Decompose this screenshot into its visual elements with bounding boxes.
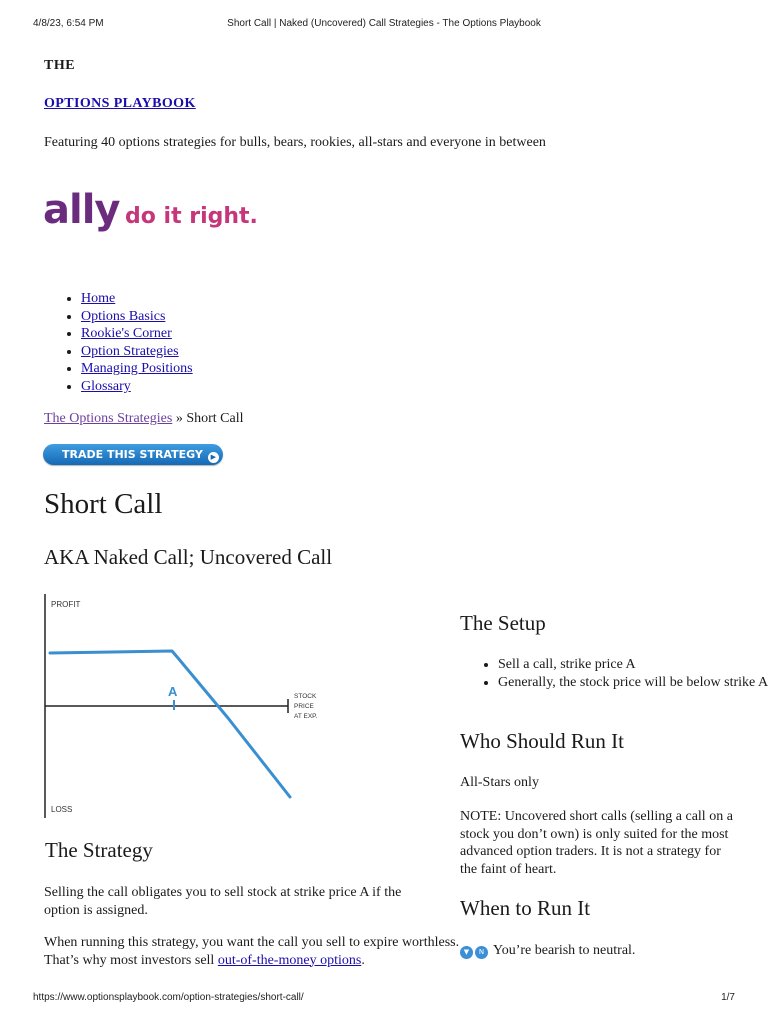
play-icon: ▶: [208, 452, 219, 463]
breadcrumb-link[interactable]: The Options Strategies: [44, 411, 173, 426]
print-title: Short Call | Naked (Uncovered) Call Strategies - The Options Playbook: [227, 18, 541, 29]
nav-link-rookies-corner[interactable]: Rookie's Corner: [81, 326, 172, 342]
loss-label: LOSS: [51, 805, 73, 814]
nav-item-home: [81, 290, 193, 308]
payoff-line: [50, 651, 290, 797]
when-text-row: [460, 942, 740, 960]
nav-link-glossary[interactable]: Glossary: [81, 378, 131, 394]
when-text: You’re bearish to neutral.: [492, 943, 636, 958]
bearish-icon: ▼: [460, 946, 473, 959]
setup-list: [460, 656, 768, 691]
who-note: NOTE: Uncovered short calls (selling a call on a stock you don’t own) is only suited for the most advanced option traders. It is not a strategy for the faint of heart.: [460, 809, 733, 877]
nav-item-option-strategies: [81, 343, 193, 361]
page-aka: AKA Naked Call; Uncovered Call: [44, 545, 333, 569]
axis-label-stock: STOCK: [294, 693, 317, 700]
strategy-p2-text: When running this strategy, you want the call you sell to expire worthless. That’s why most investors sell: [44, 935, 460, 968]
main-nav: [44, 290, 193, 396]
nav-item-glossary: [81, 378, 193, 396]
site-the: THE: [44, 58, 76, 73]
profit-label: PROFIT: [51, 600, 81, 609]
nav-link-home[interactable]: Home: [81, 291, 116, 306]
ally-brand: ally: [43, 187, 120, 233]
breadcrumb-separator: »: [175, 411, 183, 426]
trade-strategy-button[interactable]: [43, 444, 223, 465]
neutral-icon: N: [475, 946, 488, 959]
print-url: https://www.optionsplaybook.com/option-strategies/short-call/: [33, 992, 304, 1003]
ally-slogan: do it right.: [125, 204, 258, 229]
strategy-p2-end: .: [361, 952, 365, 968]
payoff-diagram: [38, 590, 338, 822]
setup-heading: The Setup: [460, 611, 546, 635]
page-title: Short Call: [44, 488, 163, 520]
site-name-link[interactable]: OPTIONS PLAYBOOK: [44, 96, 196, 111]
nav-link-managing-positions[interactable]: Managing Positions: [81, 361, 193, 377]
setup-item: • Sell a call, strike price A: [498, 656, 768, 674]
axis-label-at-exp: AT EXP.: [294, 713, 318, 720]
who-heading: Who Should Run It: [460, 729, 624, 753]
nav-item-managing-positions: [81, 360, 193, 378]
when-heading: When to Run It: [460, 896, 591, 920]
strategy-heading: The Strategy: [45, 838, 153, 862]
nav-link-option-strategies[interactable]: Option Strategies: [81, 343, 179, 359]
strike-a-label: A: [168, 684, 178, 699]
setup-item: • Generally, the stock price will be below strike A: [498, 674, 768, 692]
nav-item-rookies-corner: [81, 325, 193, 343]
nav-item-options-basics: [81, 308, 193, 326]
axis-label-price: PRICE: [294, 703, 314, 710]
strategy-p1: Selling the call obligates you to sell stock at strike price A if the option is assigned.: [44, 885, 402, 918]
breadcrumb: [44, 411, 243, 427]
print-page-number: 1/7: [721, 992, 735, 1003]
print-datetime: 4/8/23, 6:54 PM: [33, 18, 104, 29]
otm-options-link[interactable]: out-of-the-money options: [217, 952, 362, 968]
nav-link-options-basics[interactable]: Options Basics: [81, 308, 166, 324]
trade-strategy-label: TRADE THIS STRATEGY: [62, 448, 203, 461]
breadcrumb-current: Short Call: [186, 411, 244, 426]
site-tagline: Featuring 40 options strategies for bulls, bears, rookies, all-stars and everyone in between: [44, 135, 546, 150]
strategy-p2: [44, 934, 464, 969]
who-p1: All-Stars only: [460, 775, 539, 790]
